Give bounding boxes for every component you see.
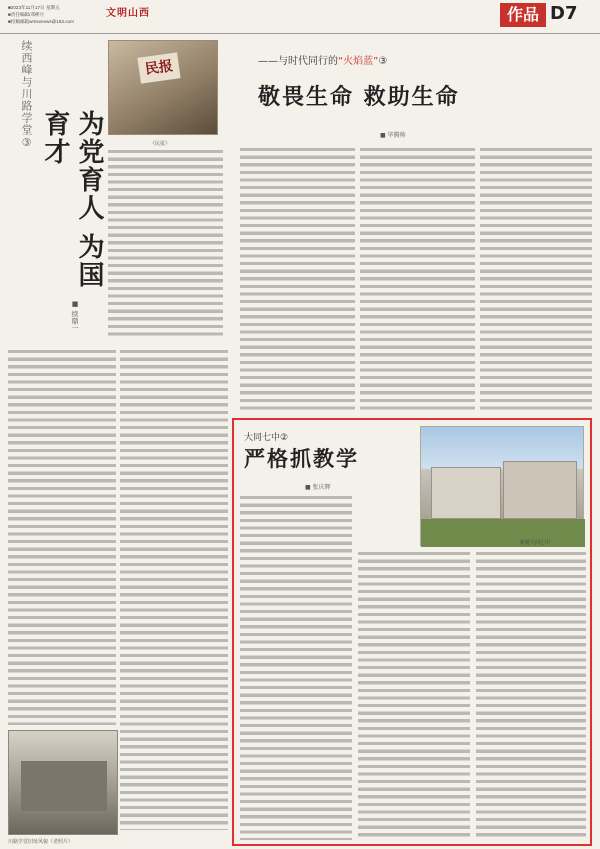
box-body-text-col3 <box>476 552 586 840</box>
left-body-text-col2 <box>120 350 228 830</box>
left-body-text-top <box>108 150 223 340</box>
box-body-text-col1 <box>240 496 352 840</box>
box-school-photo <box>420 426 584 546</box>
left-body-text-col1 <box>8 350 116 725</box>
series-title-quote: “火焰蓝” <box>338 56 379 67</box>
series-title-prefix: ——与时代同行的 <box>258 56 338 67</box>
editor-line: ■责任编辑/邓彬月 <box>8 12 45 17</box>
school-building <box>21 761 107 811</box>
left-headline: 为党育人 为国育才 <box>40 110 104 290</box>
email-line: ■投稿邮箱wmsxnews@163.com <box>8 19 74 24</box>
box-byline: ■ 张庆辉 <box>305 484 331 491</box>
box-headline: 严格抓教学 <box>244 447 359 471</box>
series-title-suffix: ③ <box>378 56 388 67</box>
page-header <box>0 0 600 34</box>
school-photo-caption: 川路学堂旧址风貌（老照片） <box>8 839 74 845</box>
issue-weekday: 星期五 <box>45 5 60 10</box>
sports-field <box>421 519 585 547</box>
right-body-text-col3 <box>480 148 592 410</box>
newspaper-photo-caption: 《民报》 <box>150 141 171 147</box>
issue-date: ■2023年11月17日 <box>8 5 45 10</box>
right-body-text-col1 <box>240 148 355 410</box>
header-meta <box>8 4 74 25</box>
section-tag: 作品 <box>500 3 546 27</box>
school-building-right <box>503 461 577 519</box>
masthead: 文明山西 <box>106 8 150 19</box>
right-series-title <box>258 52 387 67</box>
newspaper-photo <box>108 40 218 135</box>
school-photo <box>8 730 118 835</box>
right-byline: ■ 毕腾帅 <box>380 132 406 139</box>
page-number: D7 <box>550 3 578 24</box>
box-body-text-col2 <box>358 552 470 840</box>
left-series-label: 续西峰与川路学堂③ <box>20 40 33 150</box>
box-series-label: 大同七中② <box>244 433 289 443</box>
right-body-text-col2 <box>360 148 475 410</box>
box-photo-caption: 新建大同七中 <box>520 540 551 546</box>
left-byline: ■ 续鼎一 <box>71 300 79 332</box>
right-headline: 敬畏生命 救助生命 <box>258 85 460 110</box>
newspaper-masthead-in-photo: 民报 <box>137 52 180 83</box>
school-building-left <box>431 467 501 519</box>
